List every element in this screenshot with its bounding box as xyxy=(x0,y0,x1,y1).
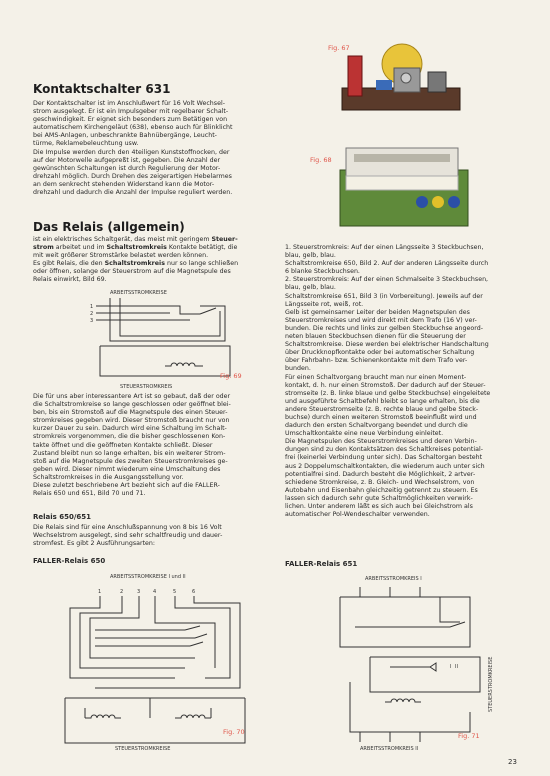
text-line: die Schaltstromkreise so lange geschlossen oder geöffnet blei- xyxy=(33,401,231,409)
text-run: Es gibt Relais, die den xyxy=(33,260,105,268)
text-line: Umschaltkontakte eine neue Verbindung einleitet. xyxy=(285,430,444,438)
photo-kontaktschalter-631 xyxy=(338,42,468,114)
text-line xyxy=(33,244,269,252)
text-line: Zustand bleibt nun so lange erhalten, bis ein weiterer Strom- xyxy=(33,449,226,457)
text-line: Steuerstromkreises und wird direkt mit dem Trafo (16 V) ver- xyxy=(285,316,477,324)
text-line: kurzer Dauer zu sein. Dadurch wird eine Schaltung im Schalt- xyxy=(33,425,227,433)
terminal-number: 6 xyxy=(192,589,196,595)
terminal-number: 1 xyxy=(98,589,102,595)
text-line: neten blauen Steckbuchsen dienen für die Steuerung der xyxy=(285,333,466,341)
text-line: 1. Steuerstromkreis: Auf der einen Längsseite 3 Steckbuchsen, xyxy=(285,244,484,251)
photo-relais-650 xyxy=(332,140,472,228)
text-line: stromkreis vorgenommen, die die bisher geschlossenen Kon- xyxy=(33,433,226,441)
text-line: Relais 650 und 651, Bild 70 und 71. xyxy=(33,490,146,498)
page-number: 23 xyxy=(508,758,517,766)
text-line: über Druckknopfkontakte oder bei automatischer Schaltung xyxy=(285,349,475,357)
paragraph-steuerstromkreise xyxy=(285,244,521,519)
text-line: und ausgeführte Schaltbefehl bleibt so lange erhalten, bis die xyxy=(285,397,480,405)
text-run-bold: strom xyxy=(33,244,54,252)
text-line: Schaltstromkreises in die Ausgangsstellung vor. xyxy=(33,473,184,481)
text-line: drehzahl und dadurch die Anzahl der Impulse reguliert werden. xyxy=(33,189,233,197)
heading-faller-relais-650: FALLER-Relais 650 xyxy=(33,557,106,565)
relay-diagram-fig70 xyxy=(55,568,255,753)
text-line: potentialfrei sind. Dadurch besteht die Möglichkeit, 2 artver- xyxy=(285,470,476,478)
text-line: frei (keinerlei Verbindung unter sich). Das Schaltorgan besteht xyxy=(285,454,483,462)
relay-diagram-fig71 xyxy=(330,572,515,752)
relais-photo-icon xyxy=(332,140,472,228)
figure-caption: Fig. 67 xyxy=(328,44,350,52)
text-line: automatischer Pol-Wendeschalter verwenden. xyxy=(285,511,430,519)
text-line: Die Magnetspulen des Steuerstromkreises und deren Verbin- xyxy=(285,438,477,446)
text-run: Kontakte betätigt, die xyxy=(166,244,238,252)
label-arbeitsstromkreise-i-ii: ARBEITSSTROMKREISE I und II xyxy=(110,574,186,580)
terminal-number: 1 xyxy=(90,304,94,310)
figure-caption: Fig. 69 xyxy=(220,372,242,380)
text-line: stromseite (z. B. linke blaue und gelbe Steckbuchse) eingeleitete xyxy=(285,389,491,397)
text-line: mit weit größerer Stromstärke belastet werden können. xyxy=(33,252,209,260)
text-line xyxy=(33,236,269,244)
heading-relais-650-651: Relais 650/651 xyxy=(33,513,92,521)
text-line: Autobahn und Eisenbahn gleichzeitig getrennt zu steuern. Es xyxy=(285,486,478,494)
text-line: Schaltstromkreise. Diese werden bei elektrischer Handschaltung xyxy=(285,341,489,349)
text-line: an dem senkrecht stehenden Widerstand kann die Motor- xyxy=(33,180,215,188)
text-run-bold: Schaltstromkreis xyxy=(104,260,165,268)
kontaktschalter-photo-icon xyxy=(338,42,468,114)
text-line: Längsseite rot, weiß, rot. xyxy=(285,300,364,308)
relay-diagram-fig69 xyxy=(80,286,252,390)
text-line: buchse) durch einen weiteren Stromstoß beeinflußt wird und xyxy=(285,413,477,421)
text-line: Diese zuletzt beschriebene Art bezieht sich auf die FALLER- xyxy=(33,482,220,490)
text-line: Schaltstromkreise 650, Bild 2. Auf der anderen Längsseite durch xyxy=(285,260,489,268)
heading-das-relais: Das Relais (allgemein) xyxy=(33,220,185,234)
paragraph-relais-650-651 xyxy=(33,524,269,548)
figure-caption: Fig. 71 xyxy=(458,732,480,740)
heading-kontaktschalter-631: Kontaktschalter 631 xyxy=(33,82,171,96)
terminal-number: 2 xyxy=(120,589,124,595)
text-line: Die Relais sind für eine Anschlußspannung von 8 bis 16 Volt xyxy=(33,524,222,531)
paragraph-kontaktschalter xyxy=(33,100,269,197)
text-run: nur so lange schließen xyxy=(164,260,239,268)
terminal-number: 5 xyxy=(173,589,177,595)
text-line: Wechselstrom ausgelegt, sind sehr schaltfreudig und dauer- xyxy=(33,532,223,540)
text-line: schiedene Stromkreise, z. B. Gleich- und Wechselstrom, von xyxy=(285,478,475,486)
paragraph-relais-intro xyxy=(33,236,269,285)
text-line: gewünschten Schaltungen ist durch Regulierung der Motor- xyxy=(33,164,221,172)
terminal-number: 3 xyxy=(137,589,141,595)
label-arbeitsstromkreise: ARBEITSSTROMKREISE xyxy=(110,290,167,296)
text-line: geschwindigkeit. Er eignet sich besonders zum Betätigen von xyxy=(33,116,228,124)
text-line: stromkreises gegeben wird. Dieser Stromstoß braucht nur von xyxy=(33,417,230,425)
text-line: türme, Reklamebeleuchtung usw. xyxy=(33,140,139,148)
text-line: Die für uns aber interessantere Art ist so gebaut, daß der oder xyxy=(33,393,231,400)
text-run-bold: Schaltstromkreis xyxy=(106,244,167,252)
text-line: bunden. xyxy=(285,365,311,373)
text-line: andere Steuerstromseite (z. B. rechte blaue und gelbe Steck- xyxy=(285,405,479,413)
text-line: Relais einwirkt, Bild 69. xyxy=(33,276,107,284)
label-arbeitsstromkreis-ii: ARBEITSSTROMKREIS II xyxy=(360,746,419,752)
text-line: dadurch den ersten Schaltvorgang beendet und durch die xyxy=(285,422,468,430)
roman-numeral: II xyxy=(455,664,458,670)
text-line: oder öffnen, solange der Steuerstrom auf die Magnetspule des xyxy=(33,268,231,276)
text-line: automatischem Kirchengeläut (638), ebenso auch für Blinklicht xyxy=(33,124,233,132)
text-line: takte öffnet und die geöffneten Kontakte schließt. Dieser xyxy=(33,441,213,449)
text-line: bunden. Die rechts und links zur gelben Steckbuchse angeord- xyxy=(285,324,483,332)
text-line: drehzahl möglich. Durch Drehen des zeigerartigen Hebelarmes xyxy=(33,172,232,180)
paragraph-relais-types xyxy=(33,393,269,498)
text-line: lassen sich dadurch sehr gute Schaltmöglichkeiten verwirk- xyxy=(285,494,473,502)
text-line xyxy=(33,260,269,268)
text-line: blau, gelb, blau. xyxy=(285,252,336,260)
text-run: ist ein elektrisches Schaltgerät, das meist mit geringem xyxy=(33,236,212,243)
label-arbeitsstromkreis-i: ARBEITSSTROMKREIS I xyxy=(365,576,422,582)
figure-caption: Fig. 68 xyxy=(310,156,332,164)
text-line: geben wird. Dieser nimmt wiederum eine Umschaltung des xyxy=(33,465,221,473)
text-line: 2. Steuerstromkreis: Auf der einen Schmalseite 3 Steckbuchsen, xyxy=(285,276,489,284)
roman-numeral: I xyxy=(450,664,452,670)
text-line: blau, gelb, blau. xyxy=(285,284,336,292)
figure-caption: Fig. 70 xyxy=(223,728,245,736)
terminal-number: 3 xyxy=(90,318,94,324)
text-line: lichen. Unter anderem läßt es sich auch bei Gleichstrom als xyxy=(285,503,473,510)
text-line: 6 blanke Steckbuchsen. xyxy=(285,268,360,276)
label-steuerstromkreise: STEUERSTROMKREISE xyxy=(115,746,171,752)
text-line: bei AMS-Anlagen, unbeschrankte Bahnübergänge, Leucht- xyxy=(33,132,217,140)
text-line: stoß auf die Magnetspule des zweiten Steuerstromkreises ge- xyxy=(33,457,228,465)
text-line: kontakt, d. h. nur einen Stromstoß. Der dadurch auf der Steuer- xyxy=(285,381,486,389)
text-line: über Fahrbahn- bzw. Schienenkontakte mit dem Trafo ver- xyxy=(285,357,468,365)
text-line: Schaltstromkreise 651, Bild 3 (in Vorbereitung). Jeweils auf der xyxy=(285,292,483,300)
text-line: dungen sind zu den Kontaktsätzen des Schaltkreises potential- xyxy=(285,446,484,454)
text-line: Der Kontaktschalter ist im Anschlußwert für 16 Volt Wechsel- xyxy=(33,100,225,107)
terminal-number: 4 xyxy=(153,589,157,595)
text-line: aus 2 Doppelumschaltkontakten, die wiederum auch unter sich xyxy=(285,462,485,470)
text-run: arbeitet und im xyxy=(53,244,107,252)
terminal-number: 2 xyxy=(90,311,94,317)
text-line: ben, bis ein Stromstoß auf die Magnetspule des einen Steuer- xyxy=(33,409,228,417)
text-line: stromfest. Es gibt 2 Ausführungsarten: xyxy=(33,540,156,548)
text-line: Für einen Schaltvorgang braucht man nur einen Moment- xyxy=(285,373,467,381)
label-steuerstromkreis: STEUERSTROMKREIS xyxy=(120,384,173,390)
label-steuerstromkreise-vertical: STEUERSTROMKREISE xyxy=(488,656,494,712)
text-line: Gelb ist gemeinsamer Leiter der beiden Magnetspulen des xyxy=(285,308,470,316)
text-run-bold: Steuer- xyxy=(211,236,238,243)
text-line: Die Impulse werden durch den 4teiligen Kunststoffnocken, der xyxy=(33,148,230,156)
heading-faller-relais-651: FALLER-Relais 651 xyxy=(285,560,358,568)
text-line: auf der Motorwelle aufgepreßt ist, gegeben. Die Anzahl der xyxy=(33,156,221,164)
text-line: strom ausgelegt. Er ist ein Impulsgeber mit regelbarer Schalt- xyxy=(33,108,229,116)
